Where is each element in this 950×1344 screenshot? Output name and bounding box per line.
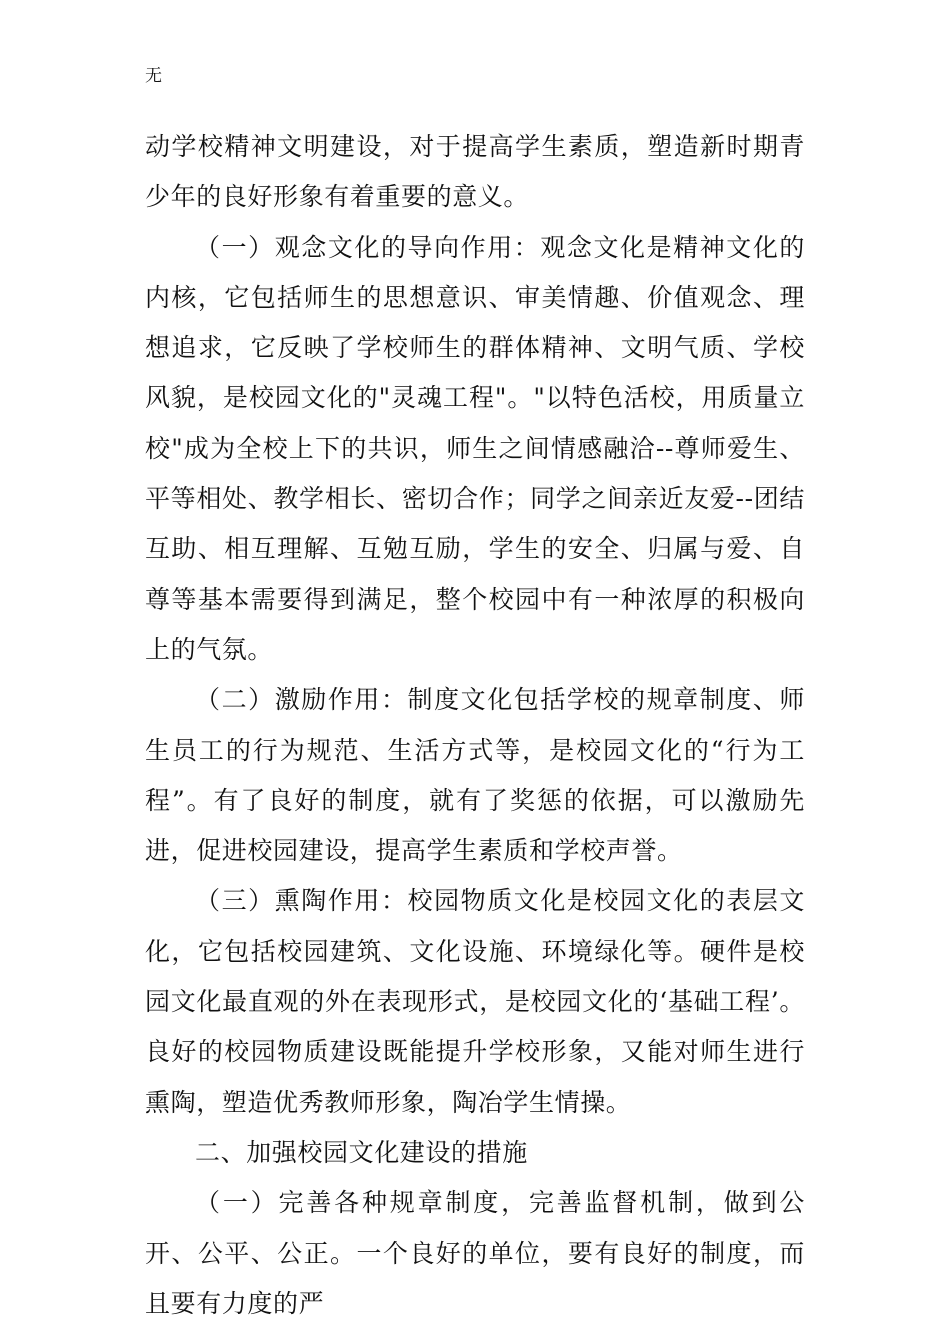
document-body [145, 122, 805, 1329]
paragraph-incentive: （二）激励作用：制度文化包括学校的规章制度、师生员工的行为规范、生活方式等，是校园文化的“行为工程”。有了良好的制度，就有了奖惩的依据，可以激励先进，促进校园建设，提高学生素质和学校声誉。 [145, 685, 805, 866]
section-heading-measures: 二、加强校园文化建设的措施 [195, 1137, 528, 1167]
page-header: 无 [145, 66, 162, 86]
paragraph-concept-culture: （一）观念文化的导向作用：观念文化是精神文化的内核，它包括师生的思想意识、审美情趣、价值观念、理想追求，它反映了学校师生的群体精神、文明气质、学校风貌，是校园文化的"灵魂工程"。"以特色活校，用质量立校"成为全校上下的共识，师生之间情感融洽--尊师爱生、平等相处、教学相长、密切合作；同学之间亲近友爱--团结互助、相互理解、互勉互励，学生的安全、归属与爱、自尊等基本需要得到满足，整个校园中有一种浓厚的积极向上的气氛。 [145, 232, 805, 664]
paragraph-continuation: 动学校精神文明建设，对于提高学生素质，塑造新时期青少年的良好形象有着重要的意义。 [145, 132, 805, 212]
paragraph-regulations: （一）完善各种规章制度，完善监督机制，做到公开、公平、公正。一个良好的单位，要有良好的制度，而且要有力度的严 [145, 1188, 805, 1318]
paragraph-edification: （三）熏陶作用：校园物质文化是校园文化的表层文化，它包括校园建筑、文化设施、环境绿化等。硬件是校园文化最直观的外在表现形式，是校园文化的‘基础工程’。良好的校园物质建设既能提升学校形象，又能对师生进行熏陶，塑造优秀教师形象，陶冶学生情操。 [145, 886, 805, 1117]
